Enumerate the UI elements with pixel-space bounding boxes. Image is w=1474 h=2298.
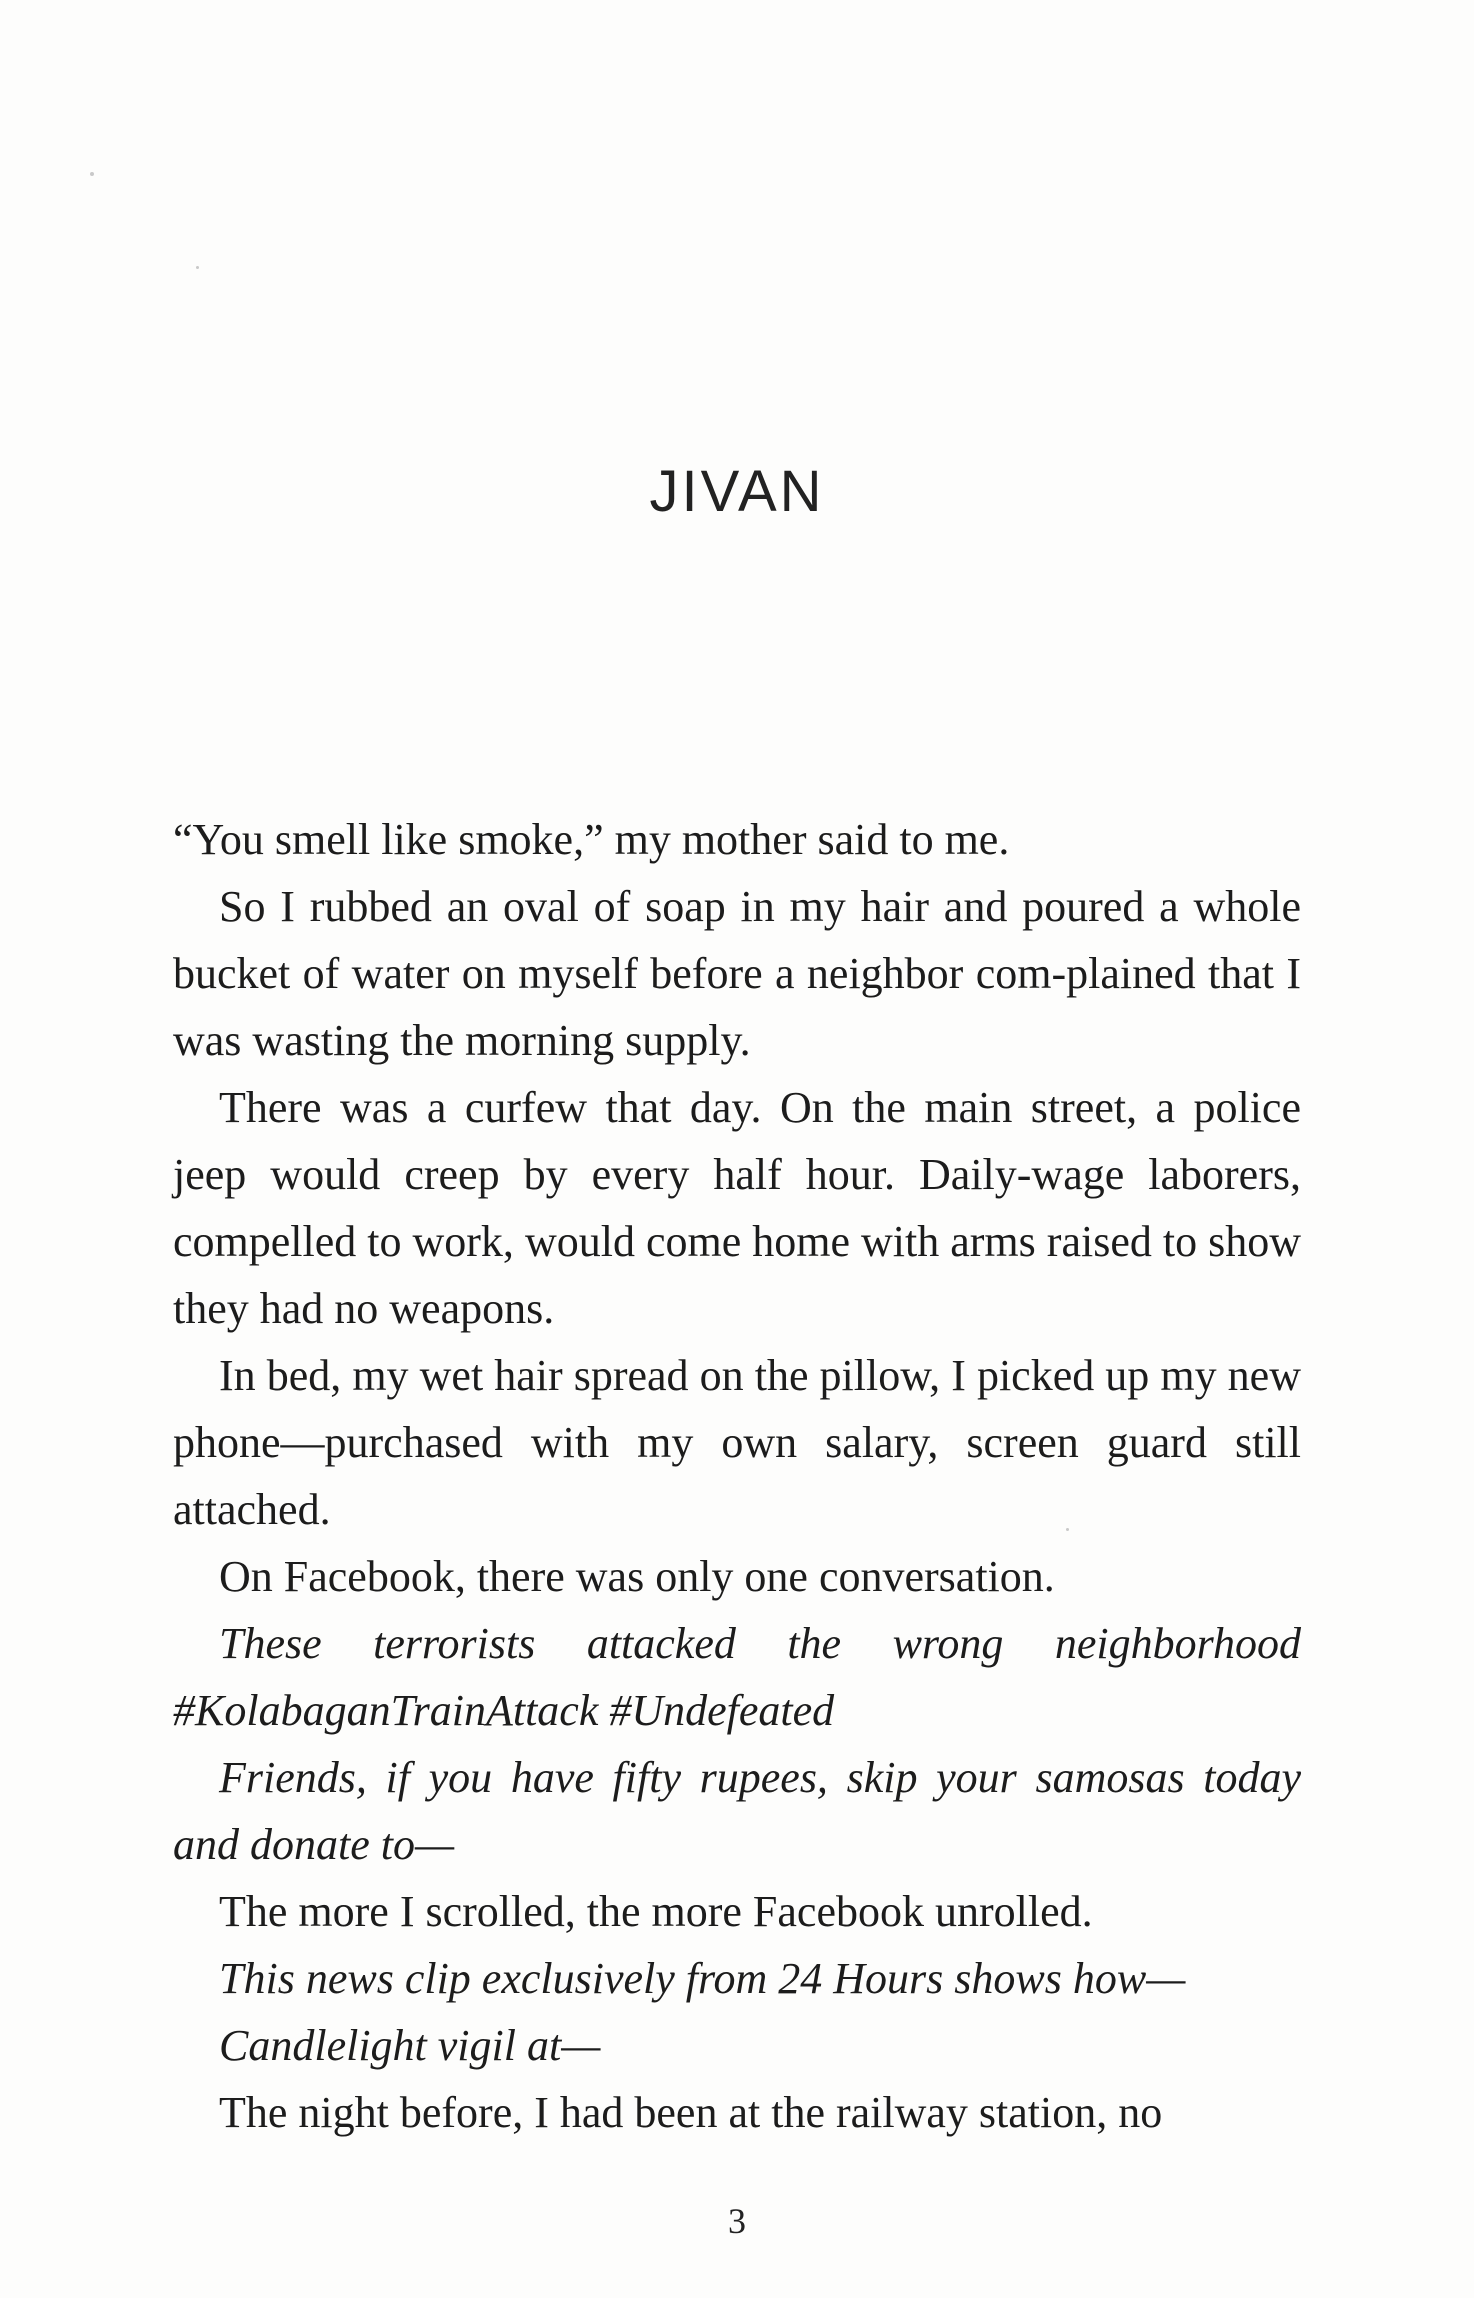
paragraph: “You smell like smoke,” my mother said to me. (173, 815, 1010, 864)
scan-speck (196, 266, 199, 269)
paragraph: There was a curfew that day. On the main street, a police jeep would creep by every half hour. Daily-wage laborers, compelled to work, would come home with arms raised to show they had no weapons. (173, 1083, 1301, 1333)
paragraph: The night before, I had been at the railway station, no (219, 2088, 1163, 2137)
social-post: Candlelight vigil at— (219, 2021, 601, 2070)
paragraph: So I rubbed an oval of soap in my hair and poured a whole bucket of water on myself before a neighbor com-plained that I was wasting the morning supply. (173, 882, 1301, 1065)
chapter-body (173, 806, 1301, 2146)
chapter-title: JIVAN (649, 459, 825, 524)
social-post: This news clip exclusively from 24 Hours shows how— (219, 1954, 1186, 2003)
paragraph: On Facebook, there was only one conversation. (219, 1552, 1055, 1601)
scan-speck (1066, 1528, 1069, 1531)
paragraph: In bed, my wet hair spread on the pillow, I picked up my new phone—purchased with my own salary, screen guard still attached. (173, 1351, 1301, 1534)
page-number: 3 (728, 2201, 746, 2241)
paragraph: The more I scrolled, the more Facebook unrolled. (219, 1887, 1093, 1936)
social-post: Friends, if you have fifty rupees, skip your samosas today and donate to— (173, 1753, 1301, 1869)
social-post: These terrorists attacked the wrong neighborhood #KolabaganTrainAttack #Undefeated (173, 1619, 1301, 1735)
scan-speck (90, 172, 94, 176)
